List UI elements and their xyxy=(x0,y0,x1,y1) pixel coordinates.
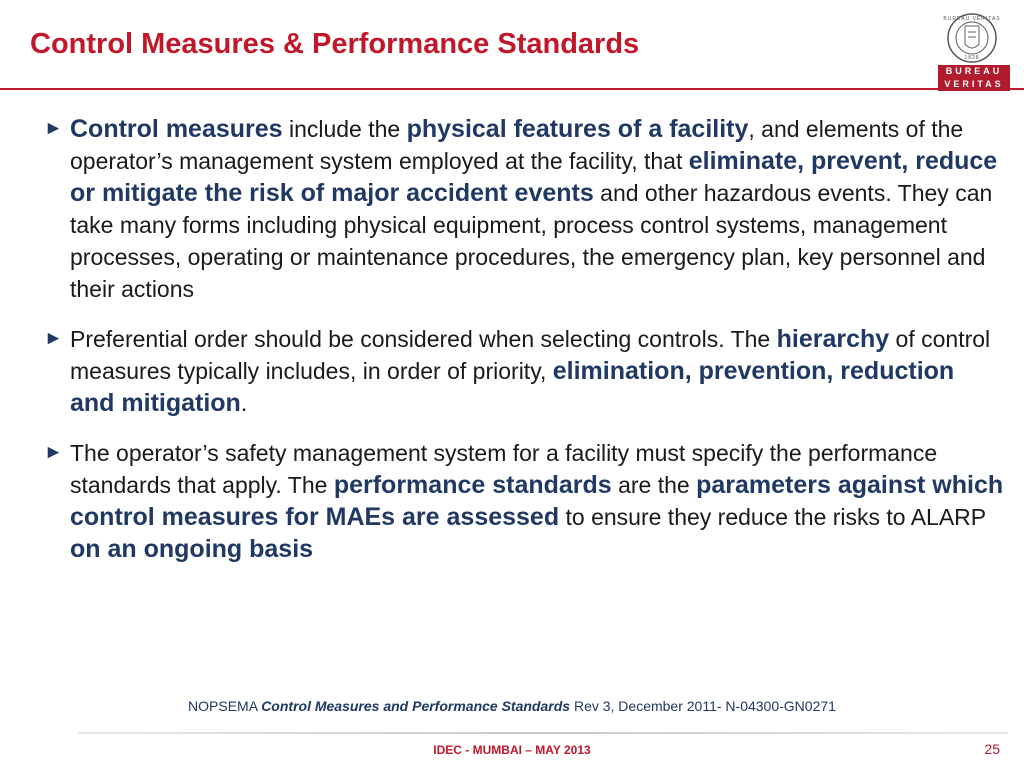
bullet-emphasis: physical features of a facility xyxy=(406,115,749,143)
bullet-item xyxy=(44,437,1004,565)
bullet-emphasis: Control measures xyxy=(70,115,283,143)
bullet-list xyxy=(44,113,1004,583)
footer-text: IDEC - MUMBAI – MAY 2013 xyxy=(433,743,591,757)
logo-band-bottom: VERITAS xyxy=(938,78,1010,91)
logo-seal-icon xyxy=(934,12,1010,64)
bullet-emphasis: elimination, prevention, reduction and mitigation xyxy=(70,357,955,417)
bullet-text: Preferential order should be considered when selecting controls. The xyxy=(70,326,777,352)
bullet-text: to ensure they reduce the risks to ALARP xyxy=(559,504,986,530)
footer-divider xyxy=(78,732,1008,734)
bullet-item xyxy=(44,113,1004,305)
bullet-text: of control measures typically includes, in order of priority, xyxy=(70,326,991,384)
bullet-emphasis: performance standards xyxy=(333,471,612,499)
title-divider xyxy=(0,88,1024,90)
bullet-item xyxy=(44,323,1004,419)
bullet-text: , and elements of the operator’s management system employed at the facility, that xyxy=(70,116,964,174)
page-title: Control Measures & Performance Standards xyxy=(30,28,640,60)
logo-ring-text: BUREAU VERITAS xyxy=(943,16,1001,22)
logo-year: 1828 xyxy=(964,55,980,61)
bullet-arrow-icon: ► xyxy=(44,442,63,463)
bullet-text: The operator’s safety management system for a facility must specify the performance standards that apply. The xyxy=(70,440,938,498)
bullet-emphasis: hierarchy xyxy=(776,325,890,353)
bullet-emphasis: eliminate, prevent, reduce or mitigate the risk of major accident events xyxy=(70,147,998,207)
bullet-text: include the xyxy=(282,116,407,142)
logo-band-top: BUREAU xyxy=(938,65,1010,78)
bullet-emphasis: on an ongoing basis xyxy=(70,535,314,563)
bullet-text: . xyxy=(240,390,248,416)
bullet-arrow-icon: ► xyxy=(44,118,63,139)
bullet-emphasis: parameters against which control measures for MAEs are assessed xyxy=(70,471,1004,531)
source-document-title: Control Measures and Performance Standards xyxy=(261,698,571,714)
bureau-veritas-logo xyxy=(934,12,1010,90)
source-citation xyxy=(0,698,1024,714)
page-number: 25 xyxy=(984,741,1000,757)
source-suffix: Rev 3, December 2011- N-04300-GN0271 xyxy=(570,698,836,714)
bullet-text: are the xyxy=(611,472,697,498)
bullet-arrow-icon: ► xyxy=(44,328,63,349)
bullet-text: and other hazardous events. They can take many forms including physical equipment, process control systems, management processes, operating or maintenance procedures, the emergency plan, key personnel and their actions xyxy=(70,180,993,302)
source-prefix: NOPSEMA xyxy=(188,698,262,714)
